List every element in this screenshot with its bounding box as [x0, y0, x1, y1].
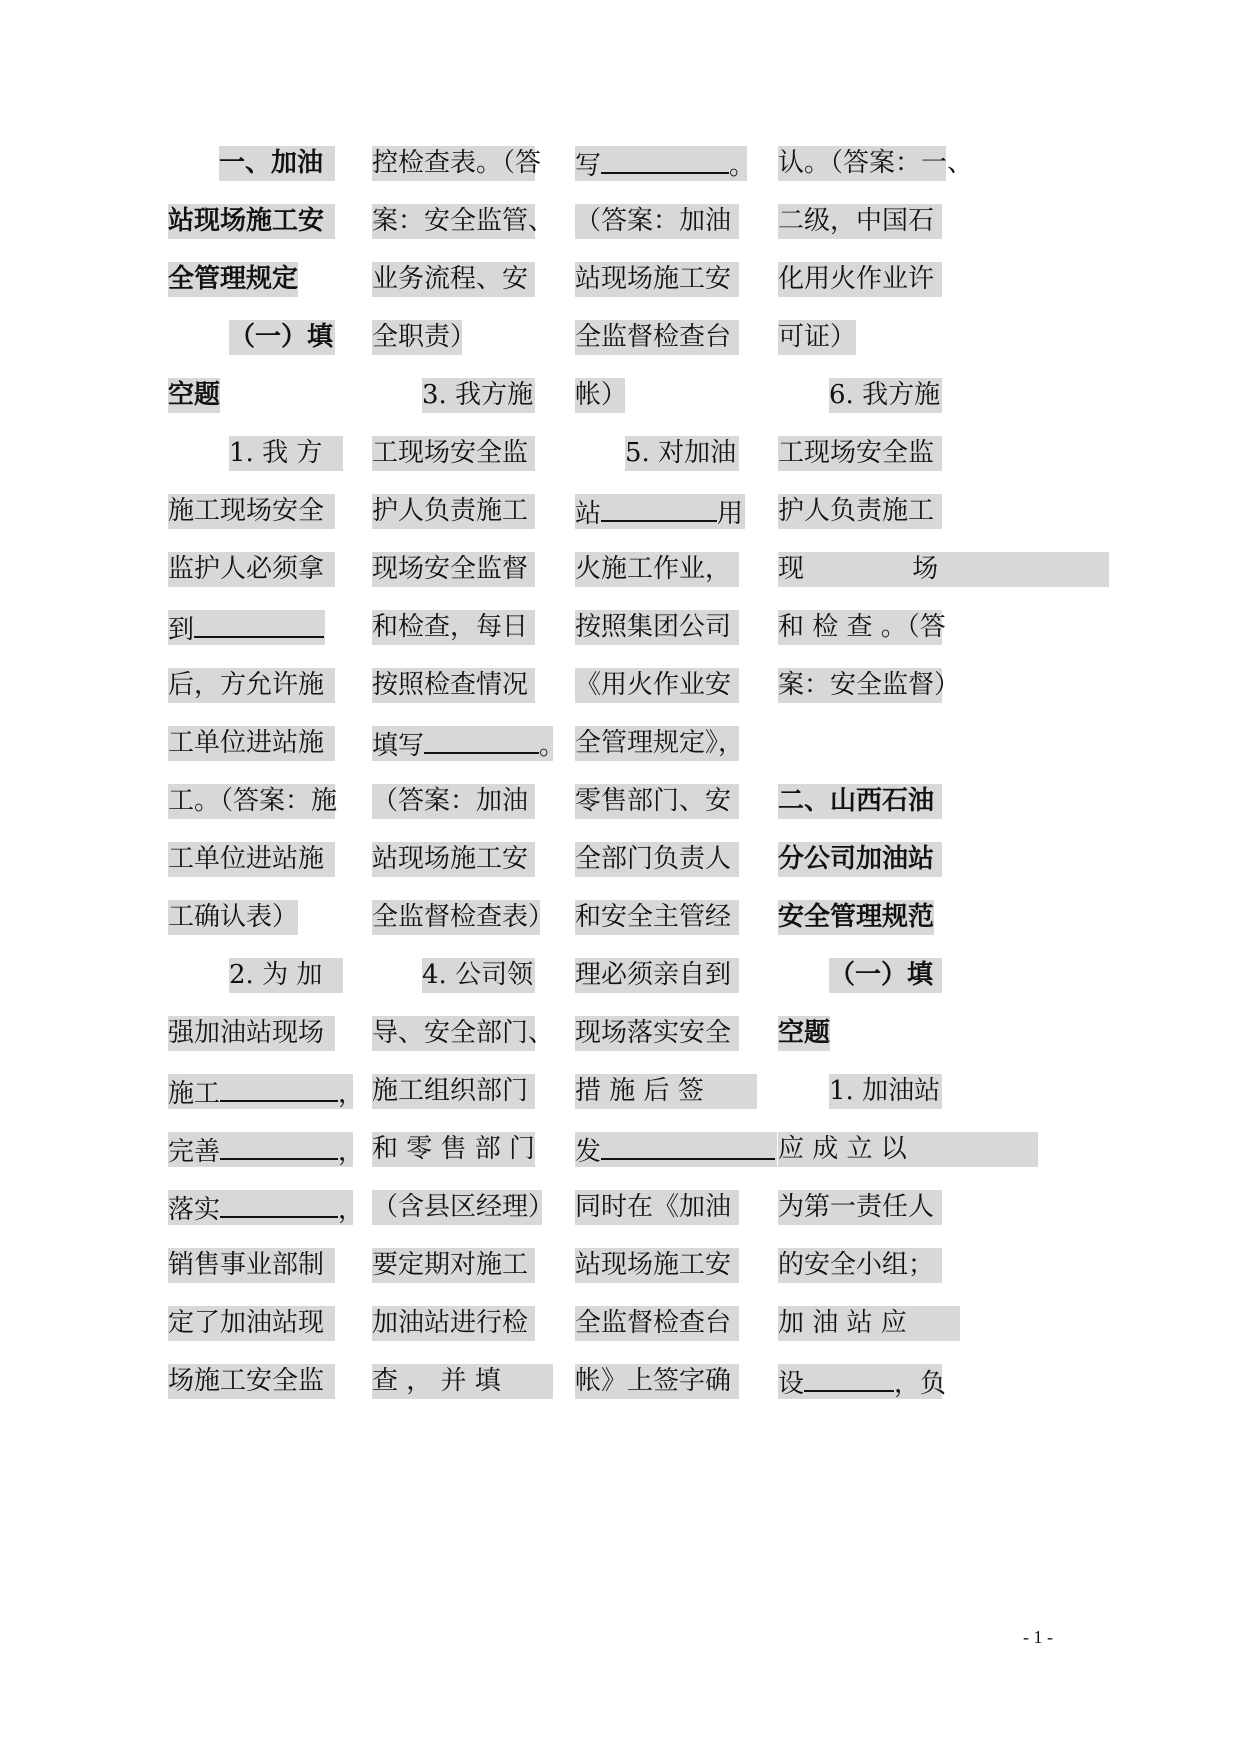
- text-line: 站现场施工安: [575, 1248, 739, 1283]
- section-heading: 安全管理规范: [778, 900, 934, 935]
- text-line: 二级，中国石: [778, 204, 942, 239]
- text-line-with-blank: [575, 146, 756, 181]
- text-fragment: 施工: [168, 1079, 221, 1109]
- text-line-with-blank: [575, 1132, 777, 1167]
- answer-blank: [601, 146, 729, 174]
- text-line: （含县区经理）: [372, 1190, 542, 1225]
- text-line-with-blank: [168, 1074, 365, 1109]
- text-line: 可证）: [778, 320, 856, 355]
- text-line: 火施工作业，: [575, 552, 739, 587]
- text-line: 全职责）: [372, 320, 462, 355]
- text-fragment: 用: [717, 499, 744, 529]
- text-line: 全监督检查台: [575, 1306, 739, 1341]
- answer-blank: [601, 494, 717, 522]
- text-line: 监护人必须拿: [168, 552, 335, 587]
- subsection-heading: 空题: [778, 1016, 830, 1051]
- text-fragment: 完善: [168, 1137, 221, 1167]
- text-line: 同时在《加油: [575, 1190, 739, 1225]
- subsection-heading: 空题: [168, 378, 220, 413]
- text-line: 《用火作业安: [575, 668, 739, 703]
- text-line-with-blank: [372, 726, 566, 761]
- text-line: 为第一责任人: [778, 1190, 942, 1225]
- text-line: 工单位进站施: [168, 842, 335, 877]
- text-line: 零售部门、安: [575, 784, 739, 819]
- text-line: 加油站进行检: [372, 1306, 535, 1341]
- text-line: 查 ， 并 填: [372, 1364, 553, 1399]
- text-line-with-blank: [168, 1190, 365, 1225]
- text-line: 后，方允许施: [168, 668, 335, 703]
- page-number: - 1 -: [1023, 1627, 1053, 1647]
- text-line: 和 零 售 部 门: [372, 1132, 535, 1167]
- text-line: 应 成 立 以: [778, 1132, 1038, 1167]
- text-line: 护人负责施工: [778, 494, 942, 529]
- text-line: 要定期对施工: [372, 1248, 535, 1283]
- text-line: 化用火作业许: [778, 262, 942, 297]
- text-line: 站现场施工安: [372, 842, 535, 877]
- text-line-with-blank: [778, 1364, 947, 1399]
- text-line: 案：安全监督）: [778, 668, 942, 703]
- text-line: 加 油 站 应: [778, 1306, 960, 1341]
- text-line-wide: [778, 552, 1109, 587]
- text-line-with-blank: [168, 1132, 365, 1167]
- text-line: 2. 为 加: [229, 958, 343, 993]
- text-fragment: 设: [778, 1369, 805, 1399]
- text-line: 工。（答案：施: [168, 784, 335, 819]
- text-fragment: ，负: [894, 1369, 947, 1399]
- text-line: 施工现场安全: [168, 494, 335, 529]
- text-line: 和检查，每日: [372, 610, 535, 645]
- section-heading: 全管理规定: [168, 262, 298, 297]
- text-line: 的安全小组；: [778, 1248, 942, 1283]
- text-line: 全部门负责人: [575, 842, 739, 877]
- text-fragment: 现 场: [778, 554, 939, 584]
- text-line: 1. 我 方: [229, 436, 343, 471]
- text-line: 定了加油站现: [168, 1306, 335, 1341]
- text-line: 帐）: [575, 378, 625, 413]
- subsection-heading: （一）填: [229, 320, 335, 355]
- punctuation: ，: [338, 1195, 365, 1225]
- text-line: 导、安全部门、: [372, 1016, 535, 1051]
- text-line: 场施工安全监: [168, 1364, 335, 1399]
- text-fragment: 站: [575, 499, 602, 529]
- text-line: 工现场安全监: [372, 436, 535, 471]
- section-heading: 二、山西石油: [778, 784, 942, 819]
- subsection-heading: （一）填: [829, 958, 942, 993]
- answer-blank: [601, 1132, 775, 1160]
- text-line: 工确认表）: [168, 900, 298, 935]
- text-line: 4. 公司领: [422, 958, 535, 993]
- text-line: 业务流程、安: [372, 262, 535, 297]
- text-fragment: 落实: [168, 1195, 221, 1225]
- text-line: 全监督检查台: [575, 320, 739, 355]
- text-line: 按照检查情况: [372, 668, 535, 703]
- text-line: 现场落实安全: [575, 1016, 739, 1051]
- text-line: 按照集团公司: [575, 610, 739, 645]
- text-line: 3. 我方施: [422, 378, 535, 413]
- text-line: 全监督检查表）: [372, 900, 540, 935]
- text-line: 施工组织部门: [372, 1074, 535, 1109]
- section-heading: 一、加油: [219, 146, 335, 181]
- text-line: 护人负责施工: [372, 494, 535, 529]
- text-line: 全管理规定》，: [575, 726, 739, 761]
- answer-blank: [194, 610, 324, 638]
- text-line: 站现场施工安: [575, 262, 739, 297]
- text-line: 和安全主管经: [575, 900, 739, 935]
- text-fragment: 填写: [372, 731, 425, 761]
- text-line: 6. 我方施: [829, 378, 942, 413]
- text-line: 认。（答案：一、: [778, 146, 946, 181]
- text-fragment: 写: [575, 151, 602, 181]
- text-line: 措 施 后 签: [575, 1074, 757, 1109]
- text-line: 案：安全监管、: [372, 204, 535, 239]
- section-heading: 站现场施工安: [168, 204, 335, 239]
- text-line: （答案：加油: [372, 784, 535, 819]
- text-fragment: 发: [575, 1137, 602, 1167]
- answer-blank: [220, 1190, 338, 1218]
- punctuation: 。: [539, 731, 566, 761]
- section-heading: 分公司加油站: [778, 842, 942, 877]
- text-fragment: 到: [168, 615, 195, 645]
- answer-blank: [220, 1074, 338, 1102]
- text-line: 5. 对加油: [625, 436, 739, 471]
- text-line-with-blank: [168, 610, 325, 645]
- text-line: 工单位进站施: [168, 726, 335, 761]
- text-line: 工现场安全监: [778, 436, 942, 471]
- text-line: 现场安全监督: [372, 552, 535, 587]
- text-line: 控检查表。（答: [372, 146, 535, 181]
- text-line: 理必须亲自到: [575, 958, 739, 993]
- text-line: 销售事业部制: [168, 1248, 335, 1283]
- text-line-with-blank: [575, 494, 745, 529]
- punctuation: ，: [338, 1079, 365, 1109]
- answer-blank: [424, 726, 539, 754]
- text-line: 强加油站现场: [168, 1016, 335, 1051]
- text-line: 和 检 查 。（答: [778, 610, 942, 645]
- text-line: 帐》上签字确: [575, 1364, 739, 1399]
- answer-blank: [804, 1364, 894, 1392]
- text-line: （答案：加油: [575, 204, 739, 239]
- text-line: 1. 加油站: [829, 1074, 942, 1109]
- answer-blank: [220, 1132, 338, 1160]
- punctuation: ，: [338, 1137, 365, 1167]
- punctuation: 。: [729, 151, 756, 181]
